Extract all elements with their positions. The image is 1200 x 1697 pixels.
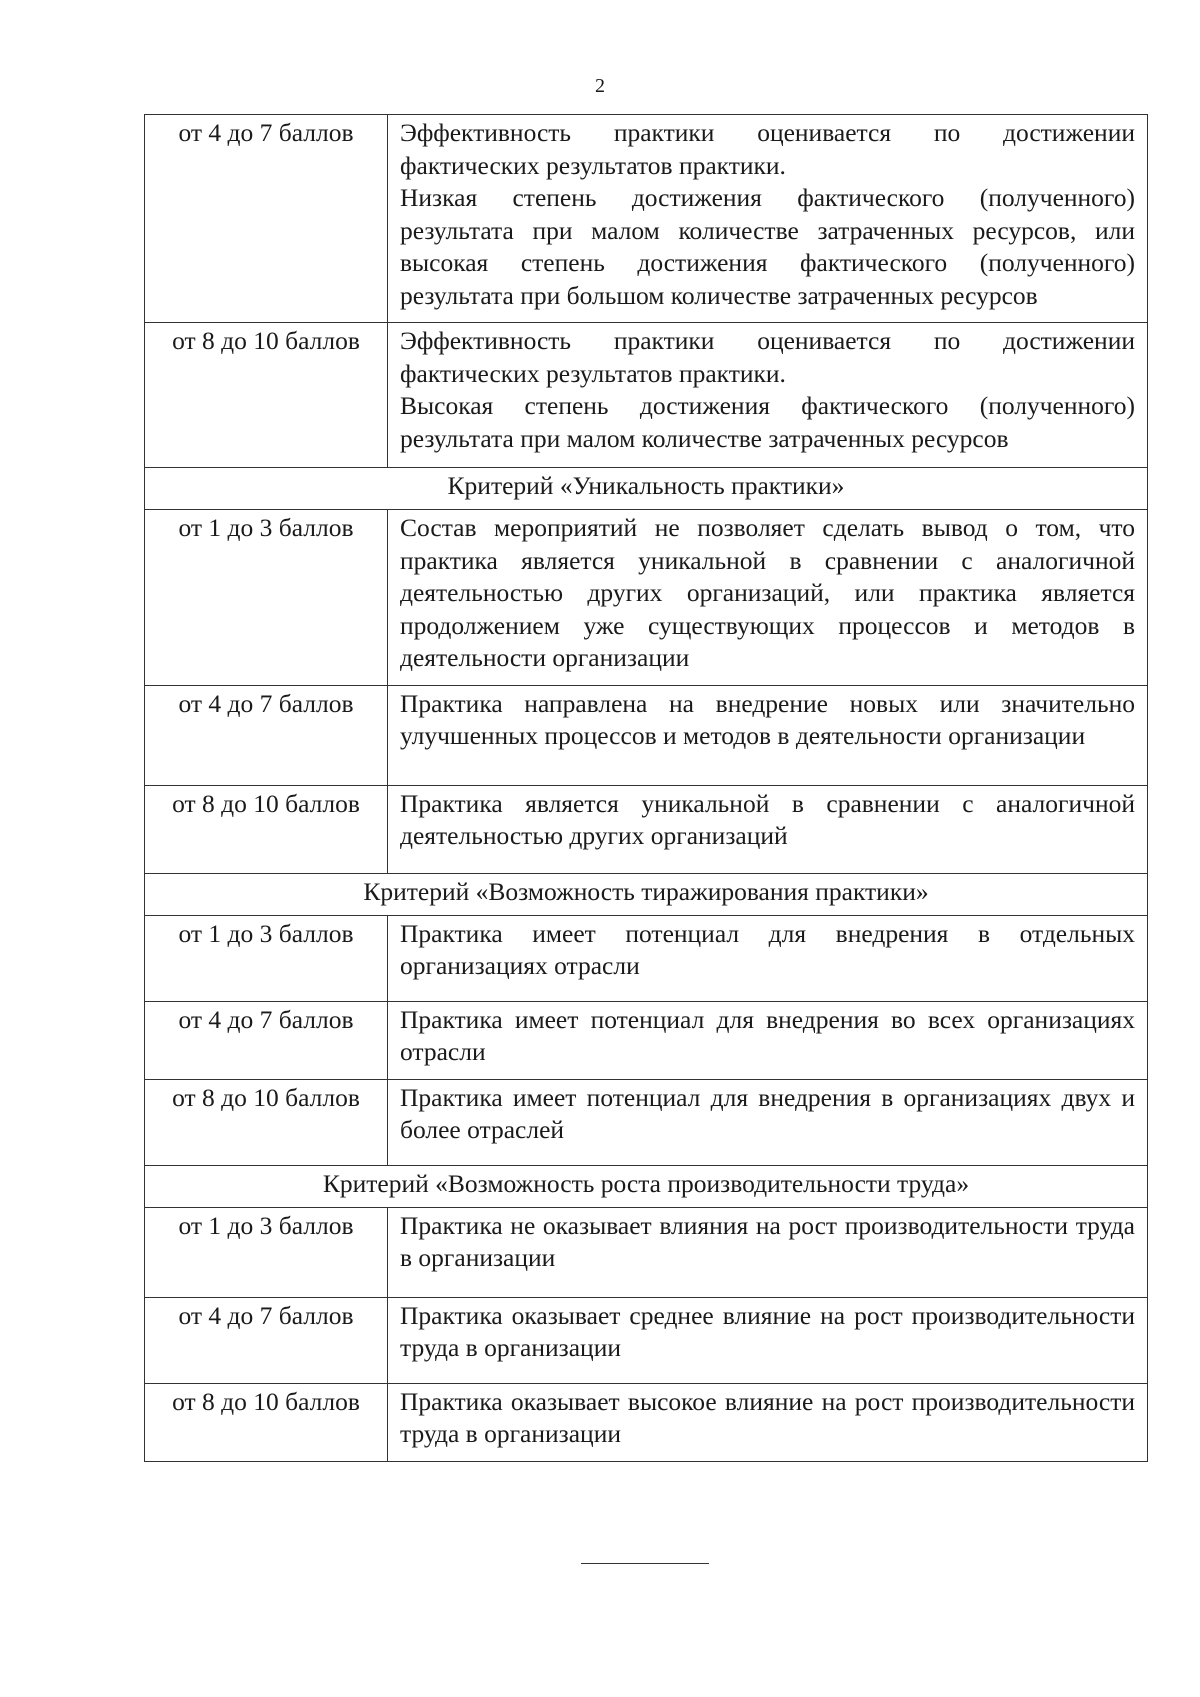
description-cell	[388, 1297, 1148, 1383]
score-cell: от 8 до 10 баллов	[145, 323, 388, 468]
description-cell	[388, 1383, 1148, 1461]
table-row	[145, 510, 1148, 686]
description-paragraph: Практика является уникальной в сравнении с аналогичной деятельностью других организаций	[400, 788, 1135, 850]
table-row	[145, 785, 1148, 873]
description-cell	[388, 1001, 1148, 1079]
table-row	[145, 1001, 1148, 1079]
description-paragraph: Практика имеет потенциал для внедрения в отдельных организациях отрасли	[400, 918, 1135, 980]
table-row	[145, 1207, 1148, 1297]
description-cell	[388, 1207, 1148, 1297]
description-paragraph: Практика оказывает среднее влияние на рост производительности труда в организации	[400, 1300, 1135, 1362]
description-paragraph: Состав мероприятий не позволяет сделать вывод о том, что практика является уникальной в сравнении с аналогичной деятельностью других организаций, или практика является продолжением уже существующих процессов и методов в деятельности организации	[400, 513, 1135, 672]
score-cell: от 4 до 7 баллов	[145, 685, 388, 785]
criteria-table	[144, 114, 1148, 1462]
score-cell: от 8 до 10 баллов	[145, 1079, 388, 1165]
description-paragraph: Эффективность практики оценивается по достижении фактических результатов практики.	[400, 118, 1135, 180]
score-cell: от 4 до 7 баллов	[145, 1297, 388, 1383]
table-row	[145, 915, 1148, 1001]
criterion-header: Критерий «Уникальность практики»	[145, 468, 1148, 510]
description-cell	[388, 685, 1148, 785]
criterion-header-row	[145, 873, 1148, 915]
table-row	[145, 323, 1148, 468]
criterion-header-row	[145, 468, 1148, 510]
score-cell: от 1 до 3 баллов	[145, 915, 388, 1001]
description-paragraph: Практика имеет потенциал для внедрения во всех организациях отрасли	[400, 1004, 1135, 1066]
criterion-header: Критерий «Возможность роста производительности труда»	[145, 1165, 1148, 1207]
description-paragraph: Практика имеет потенциал для внедрения в организациях двух и более отраслей	[400, 1082, 1135, 1144]
page-number: 2	[595, 75, 605, 97]
table-row	[145, 115, 1148, 323]
table-row	[145, 685, 1148, 785]
description-paragraph: Практика оказывает высокое влияние на рост производительности труда в организации	[400, 1386, 1135, 1448]
table-row	[145, 1297, 1148, 1383]
description-paragraph: Низкая степень достижения фактического (полученного) результата при малом количестве затраченных ресурсов, или высокая степень достижения фактического (полученного) результата при большом количестве затраченных ресурсов	[400, 183, 1135, 310]
footer-divider	[581, 1563, 709, 1564]
score-cell: от 1 до 3 баллов	[145, 1207, 388, 1297]
score-cell: от 8 до 10 баллов	[145, 1383, 388, 1461]
criterion-header-row	[145, 1165, 1148, 1207]
score-cell: от 4 до 7 баллов	[145, 115, 388, 323]
description-cell	[388, 785, 1148, 873]
description-paragraph: Эффективность практики оценивается по достижении фактических результатов практики.	[400, 326, 1135, 388]
score-cell: от 4 до 7 баллов	[145, 1001, 388, 1079]
description-cell	[388, 1079, 1148, 1165]
description-paragraph: Практика не оказывает влияния на рост производительности труда в организации	[400, 1210, 1135, 1272]
description-cell	[388, 115, 1148, 323]
table-row	[145, 1079, 1148, 1165]
description-cell	[388, 915, 1148, 1001]
criterion-header: Критерий «Возможность тиражирования практики»	[145, 873, 1148, 915]
score-cell: от 1 до 3 баллов	[145, 510, 388, 686]
description-cell	[388, 510, 1148, 686]
description-paragraph: Высокая степень достижения фактического (полученного) результата при малом количестве затраченных ресурсов	[400, 391, 1135, 453]
description-paragraph: Практика направлена на внедрение новых или значительно улучшенных процессов и методов в деятельности организации	[400, 688, 1135, 750]
table-row	[145, 1383, 1148, 1461]
description-cell	[388, 323, 1148, 468]
score-cell: от 8 до 10 баллов	[145, 785, 388, 873]
